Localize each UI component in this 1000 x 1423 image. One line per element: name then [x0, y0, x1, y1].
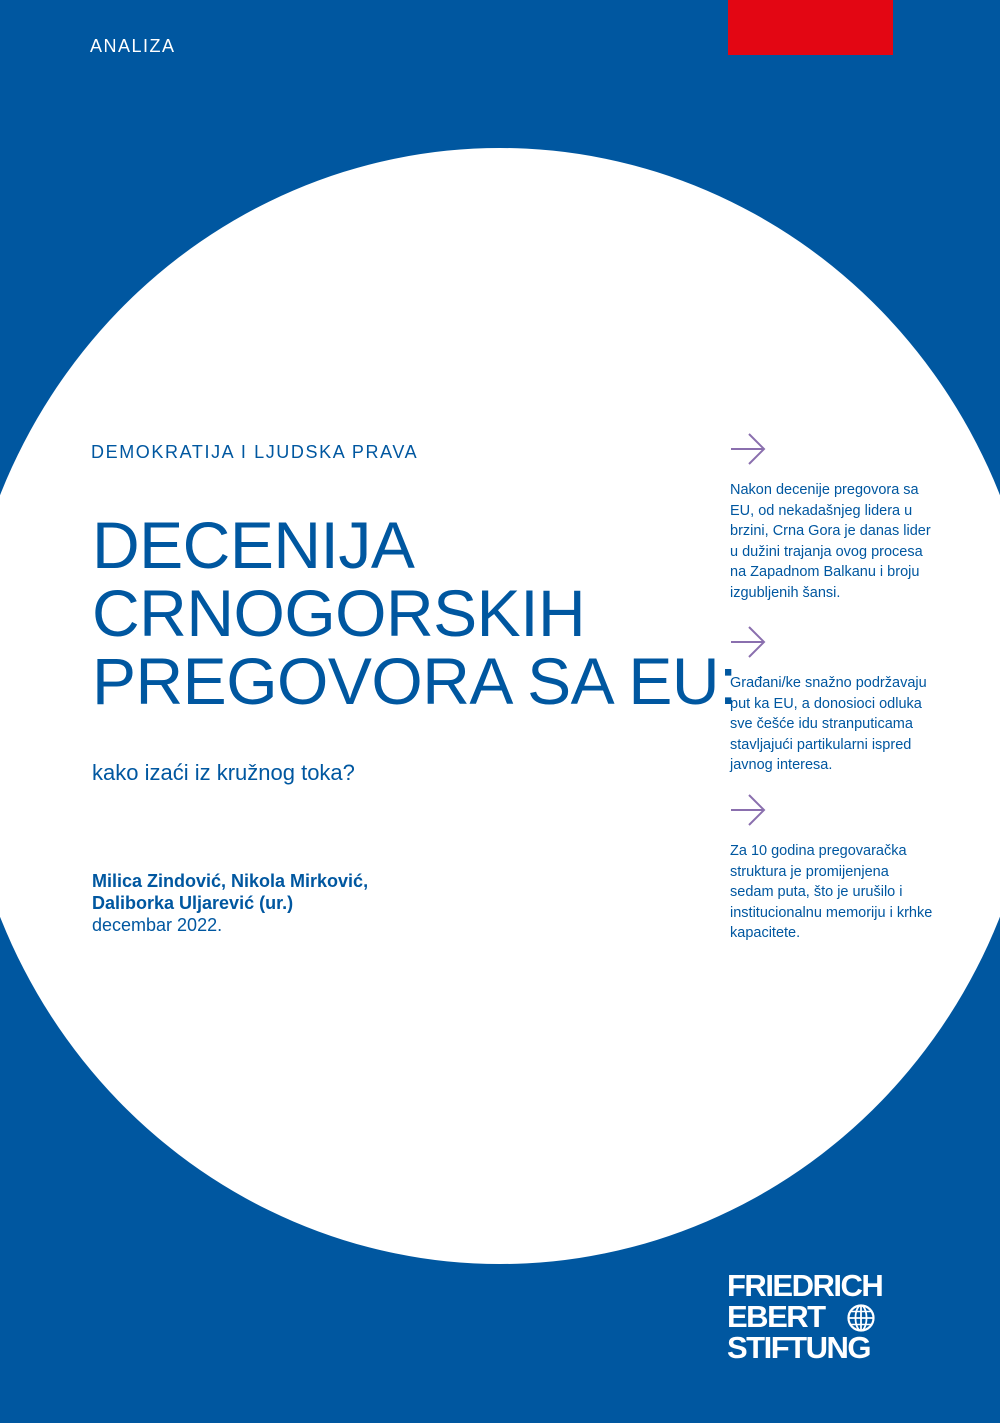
- category-label: DEMOKRATIJA I LJUDSKA PRAVA: [91, 442, 419, 462]
- key-point-line: put ka EU, a donosioci odluka: [730, 695, 922, 712]
- author-names-line: Milica Zindović, Nikola Mirković,: [92, 871, 369, 891]
- key-point-line: izgubljenih šansi.: [730, 584, 841, 601]
- key-point-line: EU, od nekadašnjeg lidera u: [730, 502, 913, 519]
- key-point-line: institucionalnu memoriju i krhke: [730, 904, 933, 921]
- key-point: [730, 432, 960, 603]
- key-point-line: u dužini trajanja ovog procesa: [730, 543, 923, 560]
- authors-block: [92, 870, 368, 936]
- key-point-line: kapacitete.: [730, 925, 801, 941]
- globe-icon: [846, 1303, 876, 1333]
- key-point-line: sve češće idu stranputicama: [730, 716, 913, 732]
- key-point: [730, 625, 960, 776]
- arrow-right-icon: [730, 432, 766, 466]
- arrow-right-icon: [730, 793, 766, 827]
- logo-line: EBERT: [727, 1299, 825, 1334]
- fes-logo: [727, 1270, 882, 1363]
- key-point: [730, 793, 960, 944]
- key-point-line: struktura je promijenjena: [730, 863, 889, 880]
- title-line: DECENIJA: [92, 508, 415, 582]
- key-point-line: javnog interesa.: [730, 757, 833, 773]
- key-point-line: Građani/ke snažno podržavaju: [730, 675, 927, 691]
- red-accent-tab: [728, 0, 893, 55]
- key-point-line: sedam puta, što je urušilo i: [730, 884, 903, 900]
- key-point-line: na Zapadnom Balkanu i broju: [730, 564, 920, 580]
- key-point-line: Nakon decenije pregovora sa: [730, 482, 919, 498]
- key-point-text: [730, 673, 960, 776]
- logo-line: FRIEDRICH: [727, 1268, 883, 1303]
- author-names: [92, 870, 368, 914]
- publication-date: decembar 2022.: [92, 915, 223, 935]
- author-names-line: Daliborka Uljarević (ur.): [92, 893, 294, 913]
- title-line: CRNOGORSKIH: [92, 576, 586, 650]
- key-point-text: [730, 841, 960, 944]
- document-type-label: ANALIZA: [90, 36, 176, 56]
- subtitle: kako izaći iz kružnog toka?: [92, 760, 355, 785]
- key-point-text: [730, 480, 960, 603]
- key-point-line: Za 10 godina pregovaračka: [730, 843, 907, 859]
- page-title: [92, 508, 737, 718]
- title-line: PREGOVORA SA EU:: [92, 644, 737, 718]
- key-point-line: brzini, Crna Gora je danas lider: [730, 523, 931, 539]
- key-point-line: stavljajući partikularni ispred: [730, 736, 912, 753]
- logo-line: STIFTUNG: [727, 1330, 870, 1365]
- arrow-right-icon: [730, 625, 766, 659]
